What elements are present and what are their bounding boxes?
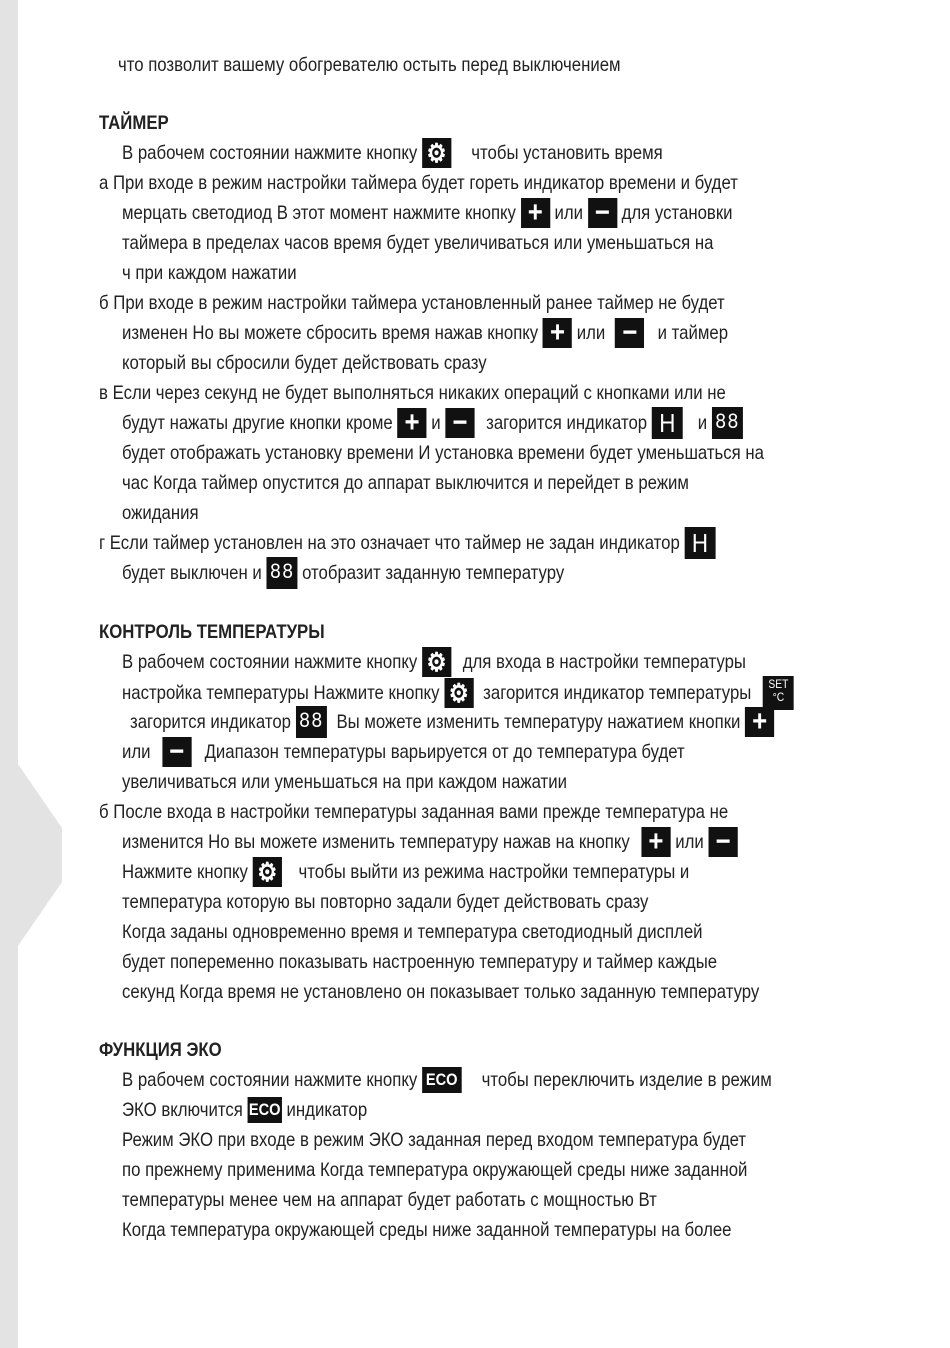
- plus-icon: +: [521, 198, 550, 228]
- temp-line-4: или − Диапазон температуры варьируется от до температура будет: [122, 734, 685, 768]
- minus-icon: −: [588, 198, 617, 228]
- eco-line-5: температуры менее чем на аппарат будет работать с мощностью Вт: [122, 1188, 657, 1211]
- display-88-icon: 88: [712, 407, 743, 439]
- timer-item-d-line-1: г Если таймер установлен на это означает что таймер не задан индикатор H: [99, 527, 715, 557]
- minus-icon: −: [445, 408, 474, 438]
- temp-line-3: загорится индикатор 88 Вы можете изменить температуру нажатием кнопки +: [130, 706, 774, 736]
- timer-item-b-line-1: б При входе в режим настройки таймера установленный ранее таймер не будет: [99, 291, 725, 314]
- timer-item-b-line-2: изменен Но вы можете сбросить время нажав кнопку + или − и таймер: [122, 315, 729, 349]
- timer-item-a-line-3: таймера в пределах часов время будет увеличиваться или уменьшаться на: [122, 231, 714, 254]
- intro-line: что позволит вашему обогревателю остыть перед выключением: [118, 53, 621, 76]
- plus-icon: +: [641, 827, 670, 857]
- timer-item-b-line-3: который вы сбросили будет действовать сразу: [122, 351, 487, 374]
- temp-line-1: В рабочем состоянии нажмите кнопку ⚙ для входа в настройки температуры: [122, 646, 746, 677]
- gear-icon: ⚙: [422, 138, 451, 168]
- gear-icon: ⚙: [444, 678, 473, 708]
- eco-icon: ECO: [422, 1067, 462, 1093]
- temp-item-b-line-2: изменится Но вы можете изменить температуру нажав на кнопку + или −: [122, 826, 738, 856]
- timer-item-c-line-5: ожидания: [122, 501, 199, 524]
- temp-item-b-line-1: б После входа в настройки температуры заданная вами прежде температура не: [99, 800, 729, 823]
- plus-icon: +: [397, 408, 426, 438]
- minus-icon: −: [615, 318, 644, 348]
- temp-line-2: настройка температуры Нажмите кнопку ⚙ загорится индикатор температуры SET °C: [122, 676, 794, 706]
- temp-item-b-line-6: будет попеременно показывать настроенную температуру и таймер каждые: [122, 950, 718, 973]
- timer-item-c-line-1: в Если через секунд не будет выполняться никаких операций с кнопками или не: [99, 381, 726, 404]
- display-88-icon: 88: [266, 557, 297, 589]
- timer-line-1: В рабочем состоянии нажмите кнопку ⚙ чтобы установить время: [122, 137, 663, 168]
- plus-icon: +: [543, 318, 572, 348]
- timer-item-d-line-2: будет выключен и 88 отобразит заданную температуру: [122, 557, 564, 587]
- set-celsius-icon: SET °C: [763, 676, 794, 710]
- minus-icon: −: [162, 737, 191, 767]
- timer-item-c-line-2: будут нажаты другие кнопки кроме + и − загорится индикатор H и 88: [122, 407, 743, 437]
- temp-line-5: увеличиваться или уменьшаться на при каждом нажатии: [122, 770, 567, 793]
- timer-heading: ТАЙМЕР: [99, 111, 169, 134]
- timer-item-a-line-4: ч при каждом нажатии: [122, 261, 297, 284]
- temp-item-b-line-3: Нажмите кнопку ⚙ чтобы выйти из режима настройки температуры и: [122, 856, 690, 887]
- eco-line-1: В рабочем состоянии нажмите кнопку ECO чтобы переключить изделие в режим: [122, 1068, 772, 1091]
- gear-icon: ⚙: [253, 857, 282, 887]
- h-indicator-icon: H: [684, 527, 715, 559]
- timer-item-a-line-2: мерцать светодиод В этот момент нажмите кнопку + или − для установки: [122, 195, 733, 229]
- eco-line-3: Режим ЭКО при входе в режим ЭКО заданная перед входом температура будет: [122, 1128, 747, 1151]
- eco-line-4: по прежнему применима Когда температура окружающей среды ниже заданной: [122, 1158, 748, 1181]
- eco-icon: ECO: [247, 1097, 281, 1123]
- eco-heading: ФУНКЦИЯ ЭКО: [99, 1038, 222, 1061]
- eco-line-6: Когда температура окружающей среды ниже заданной температуры на более: [122, 1218, 732, 1241]
- h-indicator-icon: H: [652, 407, 683, 439]
- temp-item-b-line-4: температура которую вы повторно задали будет действовать сразу: [122, 890, 649, 913]
- timer-item-c-line-4: час Когда таймер опустится до аппарат выключится и перейдет в режим: [122, 471, 689, 494]
- eco-line-2: ЭКО включится ECO индикатор: [122, 1098, 368, 1121]
- timer-item-c-line-3: будет отображать установку времени И установка времени будет уменьшаться на: [122, 441, 764, 464]
- display-88-icon: 88: [296, 706, 327, 738]
- plus-icon: +: [745, 707, 774, 737]
- minus-icon: −: [708, 827, 737, 857]
- temp-item-b-line-5: Когда заданы одновременно время и температура светодиодный дисплей: [122, 920, 703, 943]
- timer-item-a-line-1: а При входе в режим настройки таймера будет гореть индикатор времени и будет: [99, 171, 738, 194]
- temp-item-b-line-7: секунд Когда время не установлено он показывает только заданную температуру: [122, 980, 760, 1003]
- gear-icon: ⚙: [422, 647, 451, 677]
- temperature-heading: КОНТРОЛЬ ТЕМПЕРАТУРЫ: [99, 620, 325, 643]
